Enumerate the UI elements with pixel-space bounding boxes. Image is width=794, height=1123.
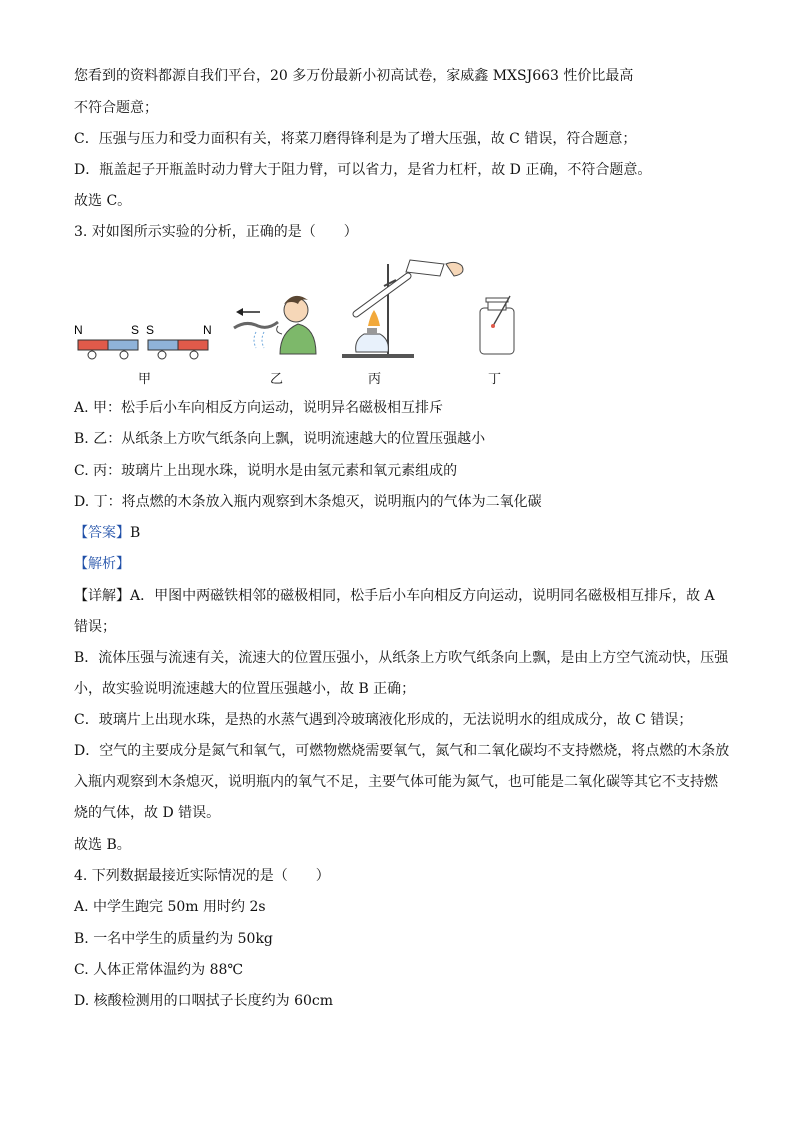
q3-option-d: D. 丁：将点燃的木条放入瓶内观察到木条熄灭，说明瓶内的气体为二氧化碳 bbox=[74, 494, 542, 510]
analysis-heading bbox=[74, 554, 724, 574]
q3-stem: 3. 对如图所示实验的分析，正确的是（ ） bbox=[74, 224, 358, 240]
magnet-pole-label: N bbox=[203, 323, 212, 337]
q2-conclusion: 故选 C。 bbox=[74, 193, 132, 209]
q2-text-line: D．瓶盖起子开瓶盖时动力臂大于阻力臂，可以省力，是省力杠杆，故 D 正确，不符合题意。 bbox=[74, 162, 652, 178]
figure-label-bing: 丙 bbox=[368, 372, 382, 387]
magnet-pole-label: S bbox=[146, 323, 155, 337]
q3-option-a: A. 甲：松手后小车向相反方向运动，说明异名磁极相互排斥 bbox=[74, 400, 444, 416]
q3-figure bbox=[74, 256, 534, 386]
q3-option-c: C. 丙：玻璃片上出现水珠，说明水是由氢元素和氧元素组成的 bbox=[74, 463, 458, 479]
detail-tag: 【详解】 bbox=[74, 588, 130, 604]
detail-line: 小，故实验说明流速越大的位置压强越小，故 B 正确； bbox=[74, 681, 416, 697]
header-ad-line: 您看到的资料都源自我们平台，20 多万份最新小初高试卷，家威鑫 MXSJ663 性价比最高 bbox=[74, 68, 634, 84]
answer-tag: 【答案】 bbox=[74, 525, 130, 541]
q4-option-d: D. 核酸检测用的口咽拭子长度约为 60cm bbox=[74, 993, 334, 1009]
detail-text: A．甲图中两磁铁相邻的磁极相同，松手后小车向相反方向运动，说明同名磁极相互排斥，故 A bbox=[130, 588, 715, 604]
q4-option-a: A. 中学生跑完 50m 用时约 2s bbox=[74, 899, 266, 915]
detail-line: D．空气的主要成分是氮气和氧气，可燃物燃烧需要氧气，氮气和二氧化碳均不支持燃烧，将点燃的木条放 bbox=[74, 743, 730, 759]
answer-value: B bbox=[130, 525, 141, 541]
heating-apparatus bbox=[342, 260, 463, 358]
experiment-illustration bbox=[74, 256, 534, 368]
q2-text-line: C．压强与压力和受力面积有关，将菜刀磨得锋利是为了增大压强，故 C 错误，符合题意； bbox=[74, 131, 637, 147]
magnet-pole-label: S bbox=[131, 323, 140, 337]
q4-option-b: B. 一名中学生的质量约为 50kg bbox=[74, 931, 273, 947]
magnet-pole-label: N bbox=[74, 323, 83, 337]
detail-line: 错误； bbox=[74, 619, 116, 635]
detail-line: 入瓶内观察到木条熄灭，说明瓶内的氧气不足，主要气体可能为氮气，也可能是二氧化碳等其它不支持燃 bbox=[74, 774, 718, 790]
detail-line: C．玻璃片上出现水珠，是热的水蒸气遇到冷玻璃液化形成的，无法说明水的组成成分，故 C 错误； bbox=[74, 712, 693, 728]
q3-conclusion: 故选 B。 bbox=[74, 837, 131, 853]
figure-label-yi: 乙 bbox=[270, 372, 284, 387]
detail-line bbox=[74, 586, 724, 606]
figure-label-ding: 丁 bbox=[488, 372, 502, 387]
figure-label-jia: 甲 bbox=[138, 372, 152, 387]
gas-bottle bbox=[480, 296, 514, 354]
boy-blowing-paper bbox=[234, 296, 316, 354]
magnet-cart-right bbox=[148, 340, 208, 359]
detail-line: 烧的气体，故 D 错误。 bbox=[74, 805, 221, 821]
magnet-cart-left bbox=[78, 340, 138, 359]
answer-line bbox=[74, 523, 724, 543]
q4-option-c: C. 人体正常体温约为 88℃ bbox=[74, 962, 244, 978]
analysis-tag: 【解析】 bbox=[74, 556, 130, 572]
detail-line: B．流体压强与流速有关，流速大的位置压强小，从纸条上方吹气纸条向上飘，是由上方空气流动快，压强 bbox=[74, 650, 729, 666]
q2-text-line: 不符合题意； bbox=[74, 100, 158, 116]
q4-stem: 4. 下列数据最接近实际情况的是（ ） bbox=[74, 868, 330, 884]
q3-option-b: B. 乙：从纸条上方吹气纸条向上飘，说明流速越大的位置压强越小 bbox=[74, 431, 486, 447]
